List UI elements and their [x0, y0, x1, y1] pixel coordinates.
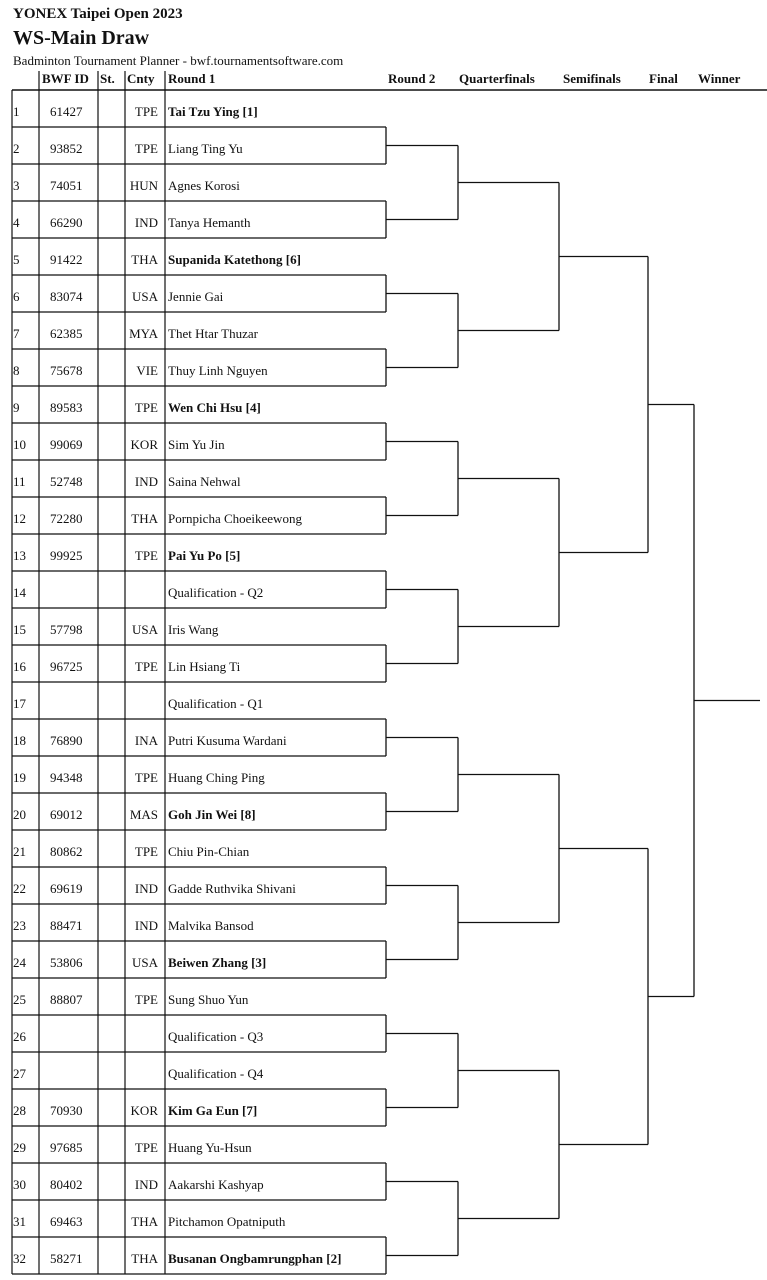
entry-bwf-id: 94348: [50, 770, 83, 785]
entry-bwf-id: 74051: [50, 178, 83, 193]
entry-number: 7: [13, 326, 20, 341]
entry-country: MAS: [129, 807, 158, 822]
entry-player-name: Kim Ga Eun [7]: [168, 1103, 258, 1118]
entry-player-name: Busanan Ongbamrungphan [2]: [168, 1251, 342, 1266]
col-header-round-2: Round 2: [388, 71, 436, 86]
entry-bwf-id: 69619: [50, 881, 83, 896]
entry-number: 30: [13, 1177, 26, 1192]
entry-bwf-id: 61427: [50, 104, 83, 119]
entry-bwf-id: 58271: [50, 1251, 83, 1266]
entry-number: 12: [13, 511, 26, 526]
entry-bwf-id: 89583: [50, 400, 83, 415]
entry-number: 2: [13, 141, 20, 156]
entry-number: 22: [13, 881, 26, 896]
entry-bwf-id: 88471: [50, 918, 83, 933]
entry-player-name: Liang Ting Yu: [168, 141, 243, 156]
entry-bwf-id: 80402: [50, 1177, 83, 1192]
entry-bwf-id: 53806: [50, 955, 83, 970]
draw-title: WS-Main Draw: [13, 27, 150, 49]
entry-country: TPE: [134, 104, 158, 119]
entry-country: USA: [131, 622, 158, 637]
entry-country: HUN: [129, 178, 158, 193]
entry-bwf-id: 99069: [50, 437, 83, 452]
draw-subtitle: Badminton Tournament Planner - bwf.tournamentsoftware.com: [13, 53, 344, 68]
entry-bwf-id: 91422: [50, 252, 83, 267]
entry-bwf-id: 69463: [50, 1214, 83, 1229]
entry-player-name: Qualification - Q3: [168, 1029, 264, 1044]
entry-player-name: Saina Nehwal: [168, 474, 241, 489]
col-header-semifinals: Semifinals: [563, 71, 621, 86]
entry-player-name: Malvika Bansod: [168, 918, 254, 933]
entry-number: 23: [13, 918, 26, 933]
entry-bwf-id: 69012: [50, 807, 83, 822]
col-header-status: St.: [100, 71, 115, 86]
entry-player-name: Thet Htar Thuzar: [168, 326, 258, 341]
entry-country: TPE: [134, 1140, 158, 1155]
entry-player-name: Beiwen Zhang [3]: [168, 955, 267, 970]
entry-number: 28: [13, 1103, 26, 1118]
col-header-quarterfinals: Quarterfinals: [459, 71, 535, 86]
col-header-winner: Winner: [698, 71, 741, 86]
entry-number: 4: [13, 215, 20, 230]
entry-player-name: Tai Tzu Ying [1]: [168, 104, 258, 119]
entry-number: 8: [13, 363, 20, 378]
entry-player-name: Huang Yu-Hsun: [168, 1140, 252, 1155]
entry-number: 21: [13, 844, 26, 859]
entry-number: 11: [13, 474, 26, 489]
entry-number: 6: [13, 289, 20, 304]
entry-country: IND: [134, 1177, 158, 1192]
entry-number: 3: [13, 178, 20, 193]
entry-number: 24: [13, 955, 26, 970]
entry-country: IND: [134, 215, 158, 230]
entry-bwf-id: 57798: [50, 622, 83, 637]
entry-country: USA: [131, 955, 158, 970]
col-header-country: Cnty: [127, 71, 155, 86]
entry-player-name: Pai Yu Po [5]: [168, 548, 241, 563]
entry-country: TPE: [134, 659, 158, 674]
entry-country: IND: [134, 918, 158, 933]
entry-number: 15: [13, 622, 26, 637]
entry-bwf-id: 70930: [50, 1103, 83, 1118]
col-header-bwf-id: BWF ID: [42, 71, 89, 86]
entry-player-name: Gadde Ruthvika Shivani: [168, 881, 296, 896]
entry-number: 26: [13, 1029, 26, 1044]
entry-number: 31: [13, 1214, 26, 1229]
entry-bwf-id: 72280: [50, 511, 83, 526]
entry-country: TPE: [134, 548, 158, 563]
entry-country: MYA: [129, 326, 158, 341]
entry-country: THA: [131, 252, 158, 267]
entry-bwf-id: 93852: [50, 141, 83, 156]
entry-player-name: Iris Wang: [168, 622, 219, 637]
entry-number: 10: [13, 437, 26, 452]
entry-country: THA: [131, 1214, 158, 1229]
entry-country: KOR: [130, 437, 158, 452]
entry-bwf-id: 97685: [50, 1140, 83, 1155]
entry-player-name: Goh Jin Wei [8]: [168, 807, 256, 822]
entry-player-name: Tanya Hemanth: [168, 215, 251, 230]
entry-number: 27: [13, 1066, 26, 1081]
entry-player-name: Thuy Linh Nguyen: [168, 363, 268, 378]
entry-country: IND: [134, 474, 158, 489]
entry-number: 18: [13, 733, 26, 748]
entry-bwf-id: 52748: [50, 474, 83, 489]
entry-number: 16: [13, 659, 26, 674]
entry-number: 20: [13, 807, 26, 822]
entry-number: 1: [13, 104, 20, 119]
entry-player-name: Qualification - Q1: [168, 696, 264, 711]
entry-bwf-id: 62385: [50, 326, 83, 341]
entry-country: USA: [131, 289, 158, 304]
entry-player-name: Qualification - Q2: [168, 585, 264, 600]
entry-bwf-id: 66290: [50, 215, 83, 230]
entry-player-name: Supanida Katethong [6]: [168, 252, 301, 267]
entry-number: 25: [13, 992, 26, 1007]
entry-player-name: Putri Kusuma Wardani: [168, 733, 287, 748]
col-header-round-1: Round 1: [168, 71, 216, 86]
entry-number: 17: [13, 696, 26, 711]
entry-number: 9: [13, 400, 20, 415]
entry-bwf-id: 96725: [50, 659, 83, 674]
entry-number: 5: [13, 252, 20, 267]
entry-player-name: Huang Ching Ping: [168, 770, 265, 785]
entry-bwf-id: 88807: [50, 992, 83, 1007]
entry-number: 29: [13, 1140, 26, 1155]
entry-bwf-id: 80862: [50, 844, 83, 859]
entry-player-name: Wen Chi Hsu [4]: [168, 400, 261, 415]
entry-number: 19: [13, 770, 26, 785]
entry-player-name: Sung Shuo Yun: [168, 992, 249, 1007]
entry-country: IND: [134, 881, 158, 896]
col-header-final: Final: [649, 71, 678, 86]
entry-player-name: Chiu Pin-Chian: [168, 844, 250, 859]
entry-country: TPE: [134, 770, 158, 785]
entry-bwf-id: 83074: [50, 289, 83, 304]
entry-player-name: Aakarshi Kashyap: [168, 1177, 264, 1192]
entry-bwf-id: 75678: [50, 363, 83, 378]
entry-country: THA: [131, 1251, 158, 1266]
entry-country: THA: [131, 511, 158, 526]
entry-number: 14: [13, 585, 26, 600]
event-title: YONEX Taipei Open 2023: [13, 6, 183, 22]
entry-country: KOR: [130, 1103, 158, 1118]
entry-bwf-id: 99925: [50, 548, 83, 563]
entry-player-name: Lin Hsiang Ti: [168, 659, 241, 674]
entry-country: INA: [134, 733, 158, 748]
entry-country: TPE: [134, 992, 158, 1007]
entry-country: TPE: [134, 400, 158, 415]
entry-bwf-id: 76890: [50, 733, 83, 748]
entry-player-name: Pitchamon Opatniputh: [168, 1214, 286, 1229]
entry-number: 32: [13, 1251, 26, 1266]
entry-player-name: Jennie Gai: [168, 289, 224, 304]
entry-player-name: Qualification - Q4: [168, 1066, 264, 1081]
entry-country: TPE: [134, 844, 158, 859]
entry-player-name: Agnes Korosi: [168, 178, 240, 193]
entry-player-name: Pornpicha Choeikeewong: [168, 511, 302, 526]
entry-country: TPE: [134, 141, 158, 156]
entry-number: 13: [13, 548, 26, 563]
entry-player-name: Sim Yu Jin: [168, 437, 225, 452]
entry-country: VIE: [136, 363, 158, 378]
